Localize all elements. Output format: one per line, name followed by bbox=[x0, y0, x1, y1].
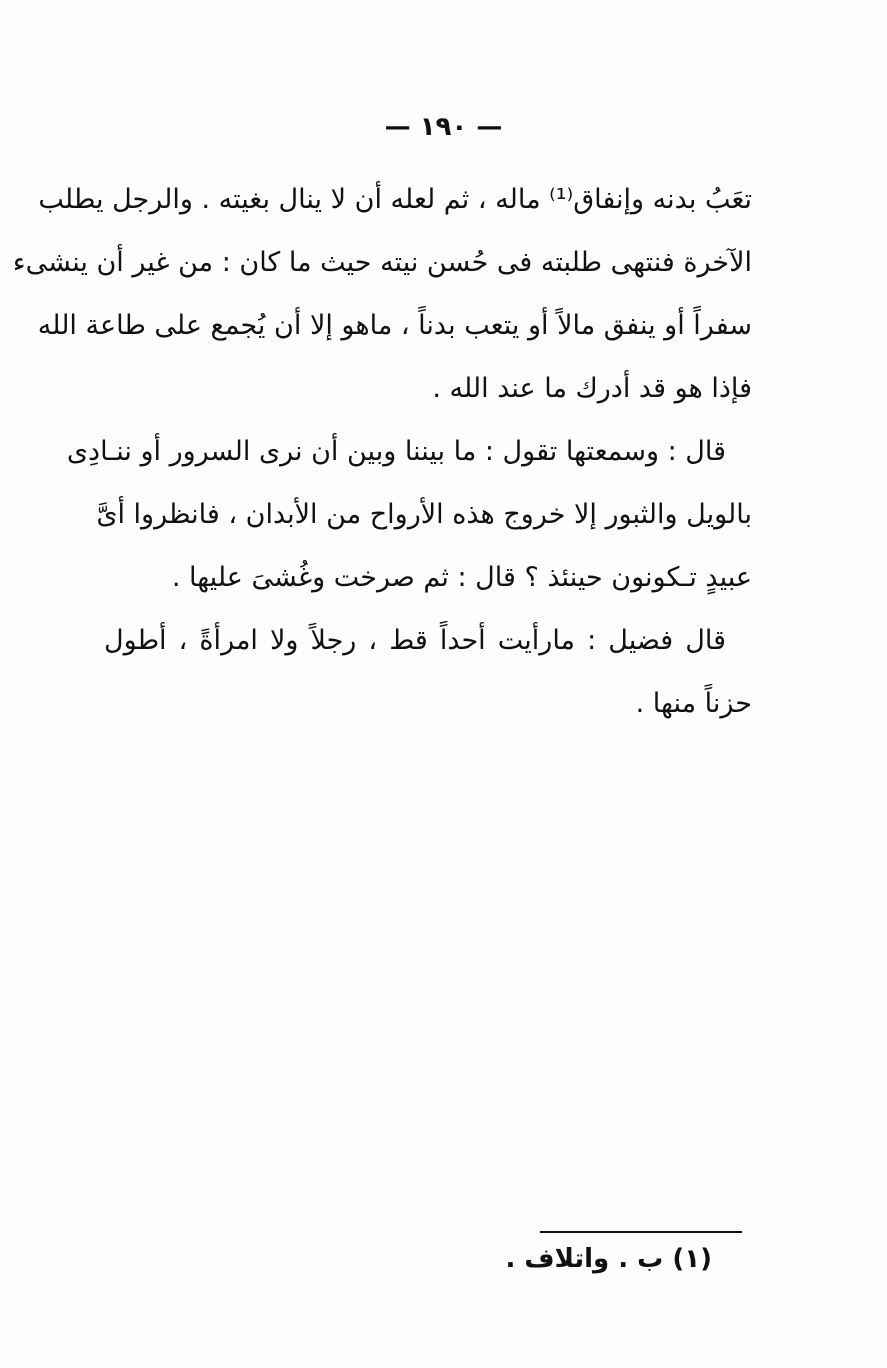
text-line: الآخرة فنتهى طلبته فى حُسن نيته حيث ما كان : من غير أن ينشىء bbox=[12, 247, 752, 278]
text-line: سفراً أو ينفق مالاً أو يتعب بدناً ، ماهو إلا أن يُجمع على طاعة الله bbox=[37, 310, 752, 341]
text-line: بالويل والثبور إلا خروج هذه الأرواح من الأبدان ، فانظروا أىَّ bbox=[96, 499, 752, 530]
text-line: عبيدٍ تـكونون حينئذ ؟ قال : ثم صرخت وغُشىَ عليها . bbox=[171, 562, 752, 593]
text-line: حزناً منها . bbox=[635, 688, 752, 719]
paragraph-2 bbox=[66, 420, 752, 609]
paragraph-1 bbox=[12, 168, 752, 420]
footnote: (١) ب . واتلاف . bbox=[505, 1244, 712, 1274]
text-line: قال : وسمعتها تقول : ما بيننا وبين أن نرى السرور أو ننـادِى bbox=[66, 436, 726, 467]
footnote-divider bbox=[540, 1231, 742, 1233]
page-number: — ١٩٠ — bbox=[384, 112, 503, 142]
body-text bbox=[12, 168, 752, 735]
text-line: تعَبُ بدنه وإنفاق⁽¹⁾ ماله ، ثم لعله أن لا ينال بغيته . والرجل يطلب bbox=[38, 184, 752, 215]
text-line: قال فضيل : مارأيت أحداً قط ، رجلاً ولا امرأةً ، أطول bbox=[104, 625, 726, 656]
text-line: فإذا هو قد أدرك ما عند الله . bbox=[432, 373, 752, 404]
paragraph-3 bbox=[104, 609, 752, 735]
